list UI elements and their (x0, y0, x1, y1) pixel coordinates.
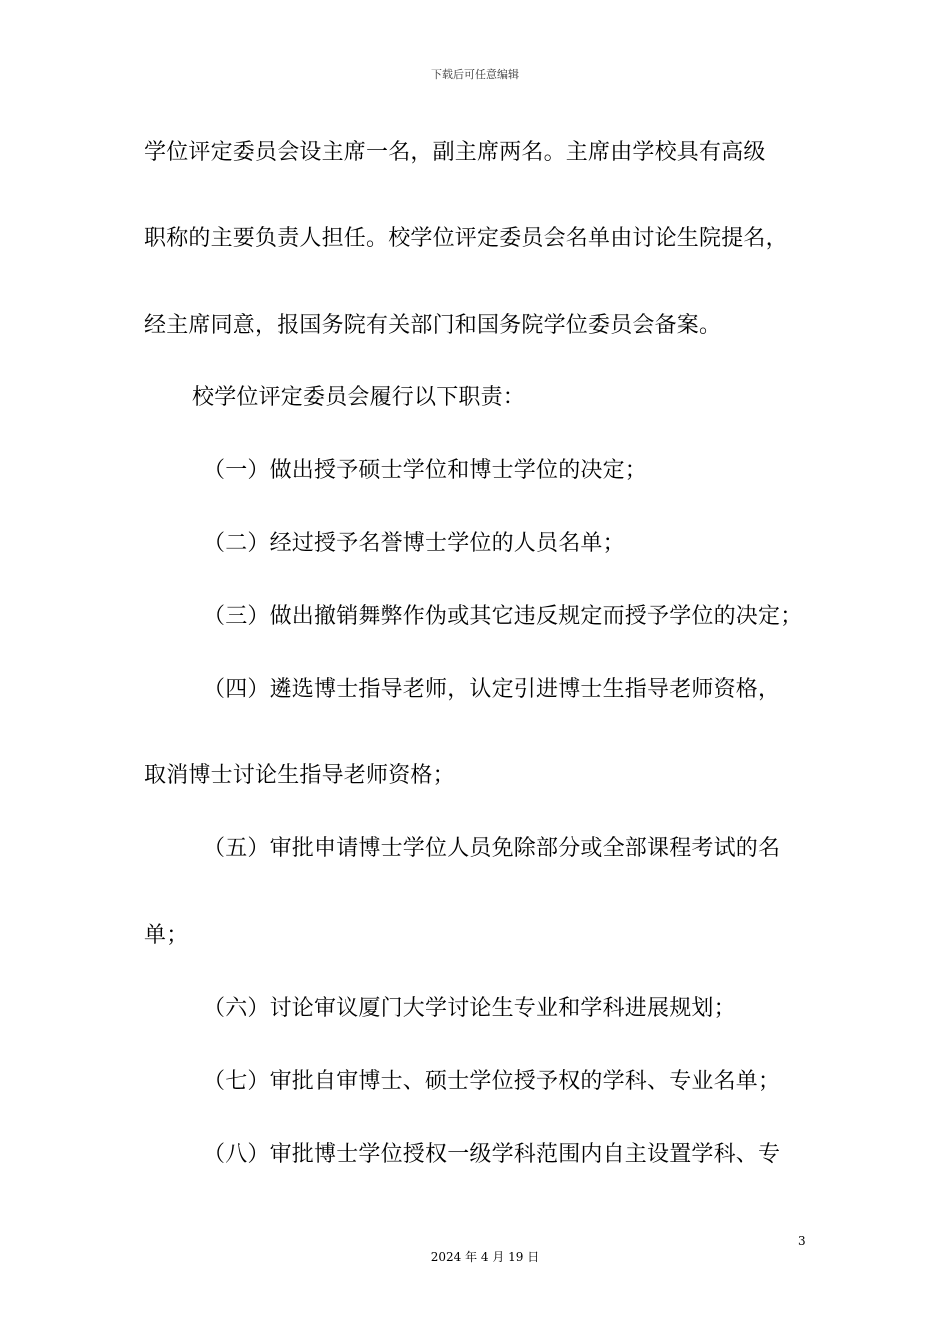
duty-item-5-continued: 单； (144, 923, 189, 948)
duty-item-7: （七）审批自审博士、硕士学位授予权的学科、专业名单； (203, 1069, 781, 1094)
duty-item-2: （二）经过授予名誉博士学位的人员名单； (203, 531, 625, 556)
body-line-3: 经主席同意，报国务院有关部门和国务院学位委员会备案。 (144, 313, 722, 338)
body-line-1: 学位评定委员会设主席一名，副主席两名。主席由学校具有高级 (144, 140, 766, 165)
body-line-2: 职称的主要负责人担任。校学位评定委员会名单由讨论生院提名， (144, 226, 788, 251)
duties-intro: 校学位评定委员会履行以下职责： (192, 385, 526, 410)
footer-date: 2024 年 4 月 19 日 (430, 1250, 540, 1264)
duty-item-4: （四）遴选博士指导老师，认定引进博士生指导老师资格， (203, 677, 781, 702)
duty-item-1: （一）做出授予硕士学位和博士学位的决定； (203, 458, 648, 483)
duty-item-5: （五）审批申请博士学位人员免除部分或全部课程考试的名 (203, 836, 781, 861)
duty-item-4-continued: 取消博士讨论生指导老师资格； (144, 763, 455, 788)
duty-item-6: （六）讨论审议厦门大学讨论生专业和学科进展规划； (203, 996, 736, 1021)
page-number: 3 (798, 1234, 806, 1248)
duty-item-8: （八）审批博士学位授权一级学科范围内自主设置学科、专 (203, 1142, 781, 1167)
page-header: 下载后可任意编辑 (431, 68, 519, 81)
duty-item-3: （三）做出撤销舞弊作伪或其它违反规定而授予学位的决定； (203, 604, 803, 629)
